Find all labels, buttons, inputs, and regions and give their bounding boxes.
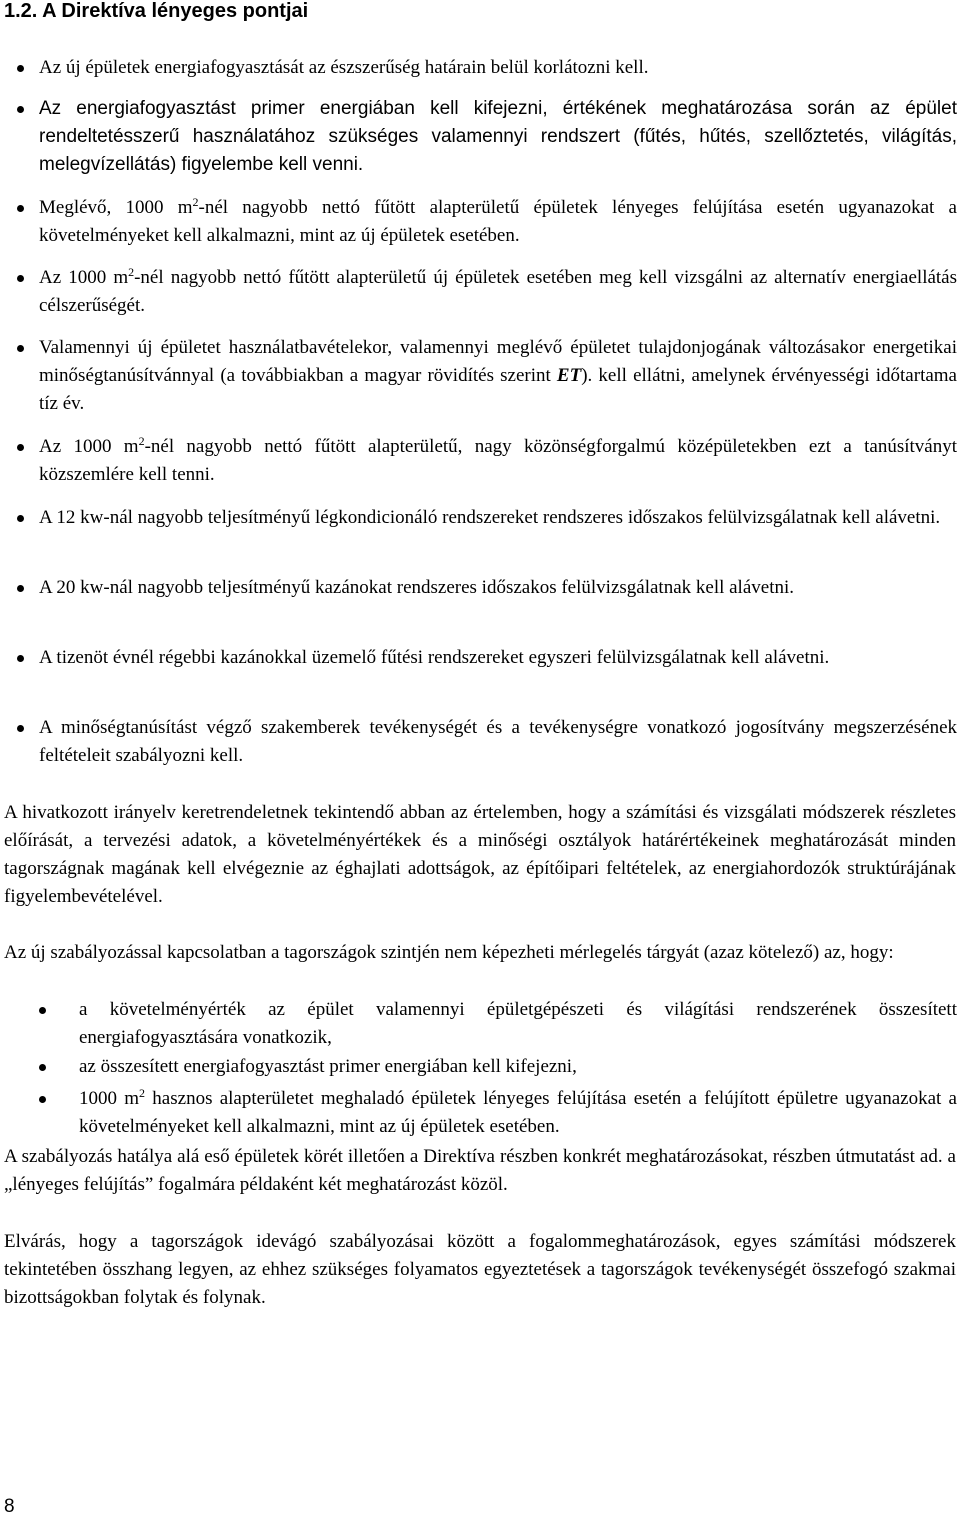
list-item-text: Az energiafogyasztást primer energiában kell kifejezni, értékének meghatározása során az épület rendeltetésszerű használatához szükséges valamennyi rendszert (fűtés, hűtés, szellőztetés, világítás, melegvízellátás) figyelembe kell venni. <box>39 98 957 175</box>
list-item-text: 1000 m <box>79 1088 140 1109</box>
list-item-text: -nél nagyobb nettó fűtött alapterületű új épületek esetében meg kell vizsgálni az alternatív energiaellátás célszerűségét. <box>39 267 958 316</box>
superscript: 2 <box>139 1086 146 1100</box>
bullet-icon <box>17 585 24 592</box>
list-item-text: -nél nagyobb nettó fűtött alapterületű, nagy közönségforgalmú középületekben ezt a tanúsítványt közszemlére kell tenni. <box>39 436 957 485</box>
list-item <box>39 433 957 489</box>
list-item <box>39 334 957 418</box>
bullet-icon <box>17 515 24 522</box>
list-item-text: hasznos alapterületet meghaladó épületek lényeges felújítása esetén a felújított épületre ugyanazokat a követelményeket kell alkalmazni, mint az új épületek esetében. <box>79 1088 957 1137</box>
bullet-icon <box>17 275 24 282</box>
list-item-text: A minőségtanúsítást végző szakemberek tevékenységét és a tevékenységre vonatkozó jogosítvány megszerzésének feltételeit szabályozni kell. <box>39 717 957 766</box>
bullet-icon <box>17 65 24 72</box>
bullet-icon <box>39 1064 46 1071</box>
list-item-text: A 20 kw-nál nagyobb teljesítményű kazánokat rendszeres időszakos felülvizsgálatnak kell alávetni. <box>39 577 795 598</box>
list-item <box>39 54 957 82</box>
superscript: 2 <box>192 195 199 209</box>
emphasis: ET <box>556 365 582 386</box>
list-item-text: A tizenöt évnél régebbi kazánokkal üzemelő fűtési rendszereket egyszeri felülvizsgálatnak kell alávetni. <box>39 647 830 668</box>
bullet-icon <box>39 1007 46 1014</box>
bullet-icon <box>39 1096 46 1103</box>
list-item-text: Az 1000 m <box>39 436 139 457</box>
list-item-text: Az új épületek energiafogyasztását az észszerűség határain belül korlátozni kell. <box>39 57 649 78</box>
list-item <box>79 1053 957 1081</box>
bullet-icon <box>17 345 24 352</box>
list-item <box>39 714 957 770</box>
bullet-icon <box>17 205 24 212</box>
list-item <box>39 264 957 320</box>
list-item-text: az összesített energiafogyasztást primer energiában kell kifejezni, <box>79 1056 577 1077</box>
body-paragraph: Az új szabályozással kapcsolatban a tagországok szintjén nem képezheti mérlegelés tárgyát (azaz kötelező) az, hogy: <box>4 942 894 963</box>
list-item <box>39 644 957 672</box>
list-item-text: -nél nagyobb nettó fűtött alapterületű épületek lényeges felújítása esetén ugyanazokat a követelményeket kell alkalmazni, mint az új épületek esetében. <box>39 197 957 246</box>
list-item <box>39 194 957 250</box>
bullet-icon <box>17 444 24 451</box>
bullet-icon <box>17 655 24 662</box>
list-item-text: Az 1000 m <box>39 267 129 288</box>
body-paragraph: A szabályozás hatálya alá eső épületek körét illetően a Direktíva részben konkrét meghatározásokat, részben útmutatást ad. a „lényeges felújítás” fogalmára példaként két meghatározást közöl. <box>4 1146 956 1195</box>
list-item-text: Valamennyi új épületet használatbavételekor, valamennyi meglévő épületet tulajdonjogának változásakor energetikai minőségtanúsítvánnyal (a továbbiakban a magyar rövidítés szerint <box>39 337 957 386</box>
list-item <box>39 504 957 532</box>
body-paragraph: A hivatkozott irányelv keretrendeletnek tekintendő abban az értelemben, hogy a számítási és vizsgálati módszerek részletes előírását, a tervezési adatok, a követelményértékek és a minőségi osztályok határértékeinek meghatározását minden tagországnak magának kell elvégeznie az éghajlati adottságok, az építőipari feltételek, az energiahordozók struktúrájának figyelembevételével. <box>4 802 956 907</box>
superscript: 2 <box>138 434 145 448</box>
bullet-icon <box>17 725 24 732</box>
list-item-text: ). kell ellátni, amelynek érvényességi időtartama tíz év. <box>39 365 957 414</box>
bullet-icon <box>17 106 24 113</box>
list-item-text: A 12 kw-nál nagyobb teljesítményű légkondicionáló rendszereket rendszeres időszakos felülvizsgálatnak kell alávetni. <box>39 507 941 528</box>
body-paragraph: Elvárás, hogy a tagországok idevágó szabályozásai között a fogalommeghatározások, egyes számítási módszerek tekintetében összhang legyen, az ehhez szükséges folyamatos egyeztetések a tagországok tevékenységét összefogó szakmai bizottságokban folytak és folynak. <box>4 1231 956 1308</box>
list-item <box>79 996 957 1052</box>
list-item-text: a követelményérték az épület valamennyi épületgépészeti és világítási rendszerének összesített energiafogyasztására vonatkozik, <box>79 999 957 1048</box>
list-item <box>39 95 957 179</box>
list-item <box>79 1085 957 1141</box>
section-heading: 1.2. A Direktíva lényeges pontjai <box>4 0 309 22</box>
list-item <box>39 574 957 602</box>
superscript: 2 <box>128 265 135 279</box>
list-item-text: Meglévő, 1000 m <box>39 197 193 218</box>
page-number: 8 <box>4 1496 15 1517</box>
